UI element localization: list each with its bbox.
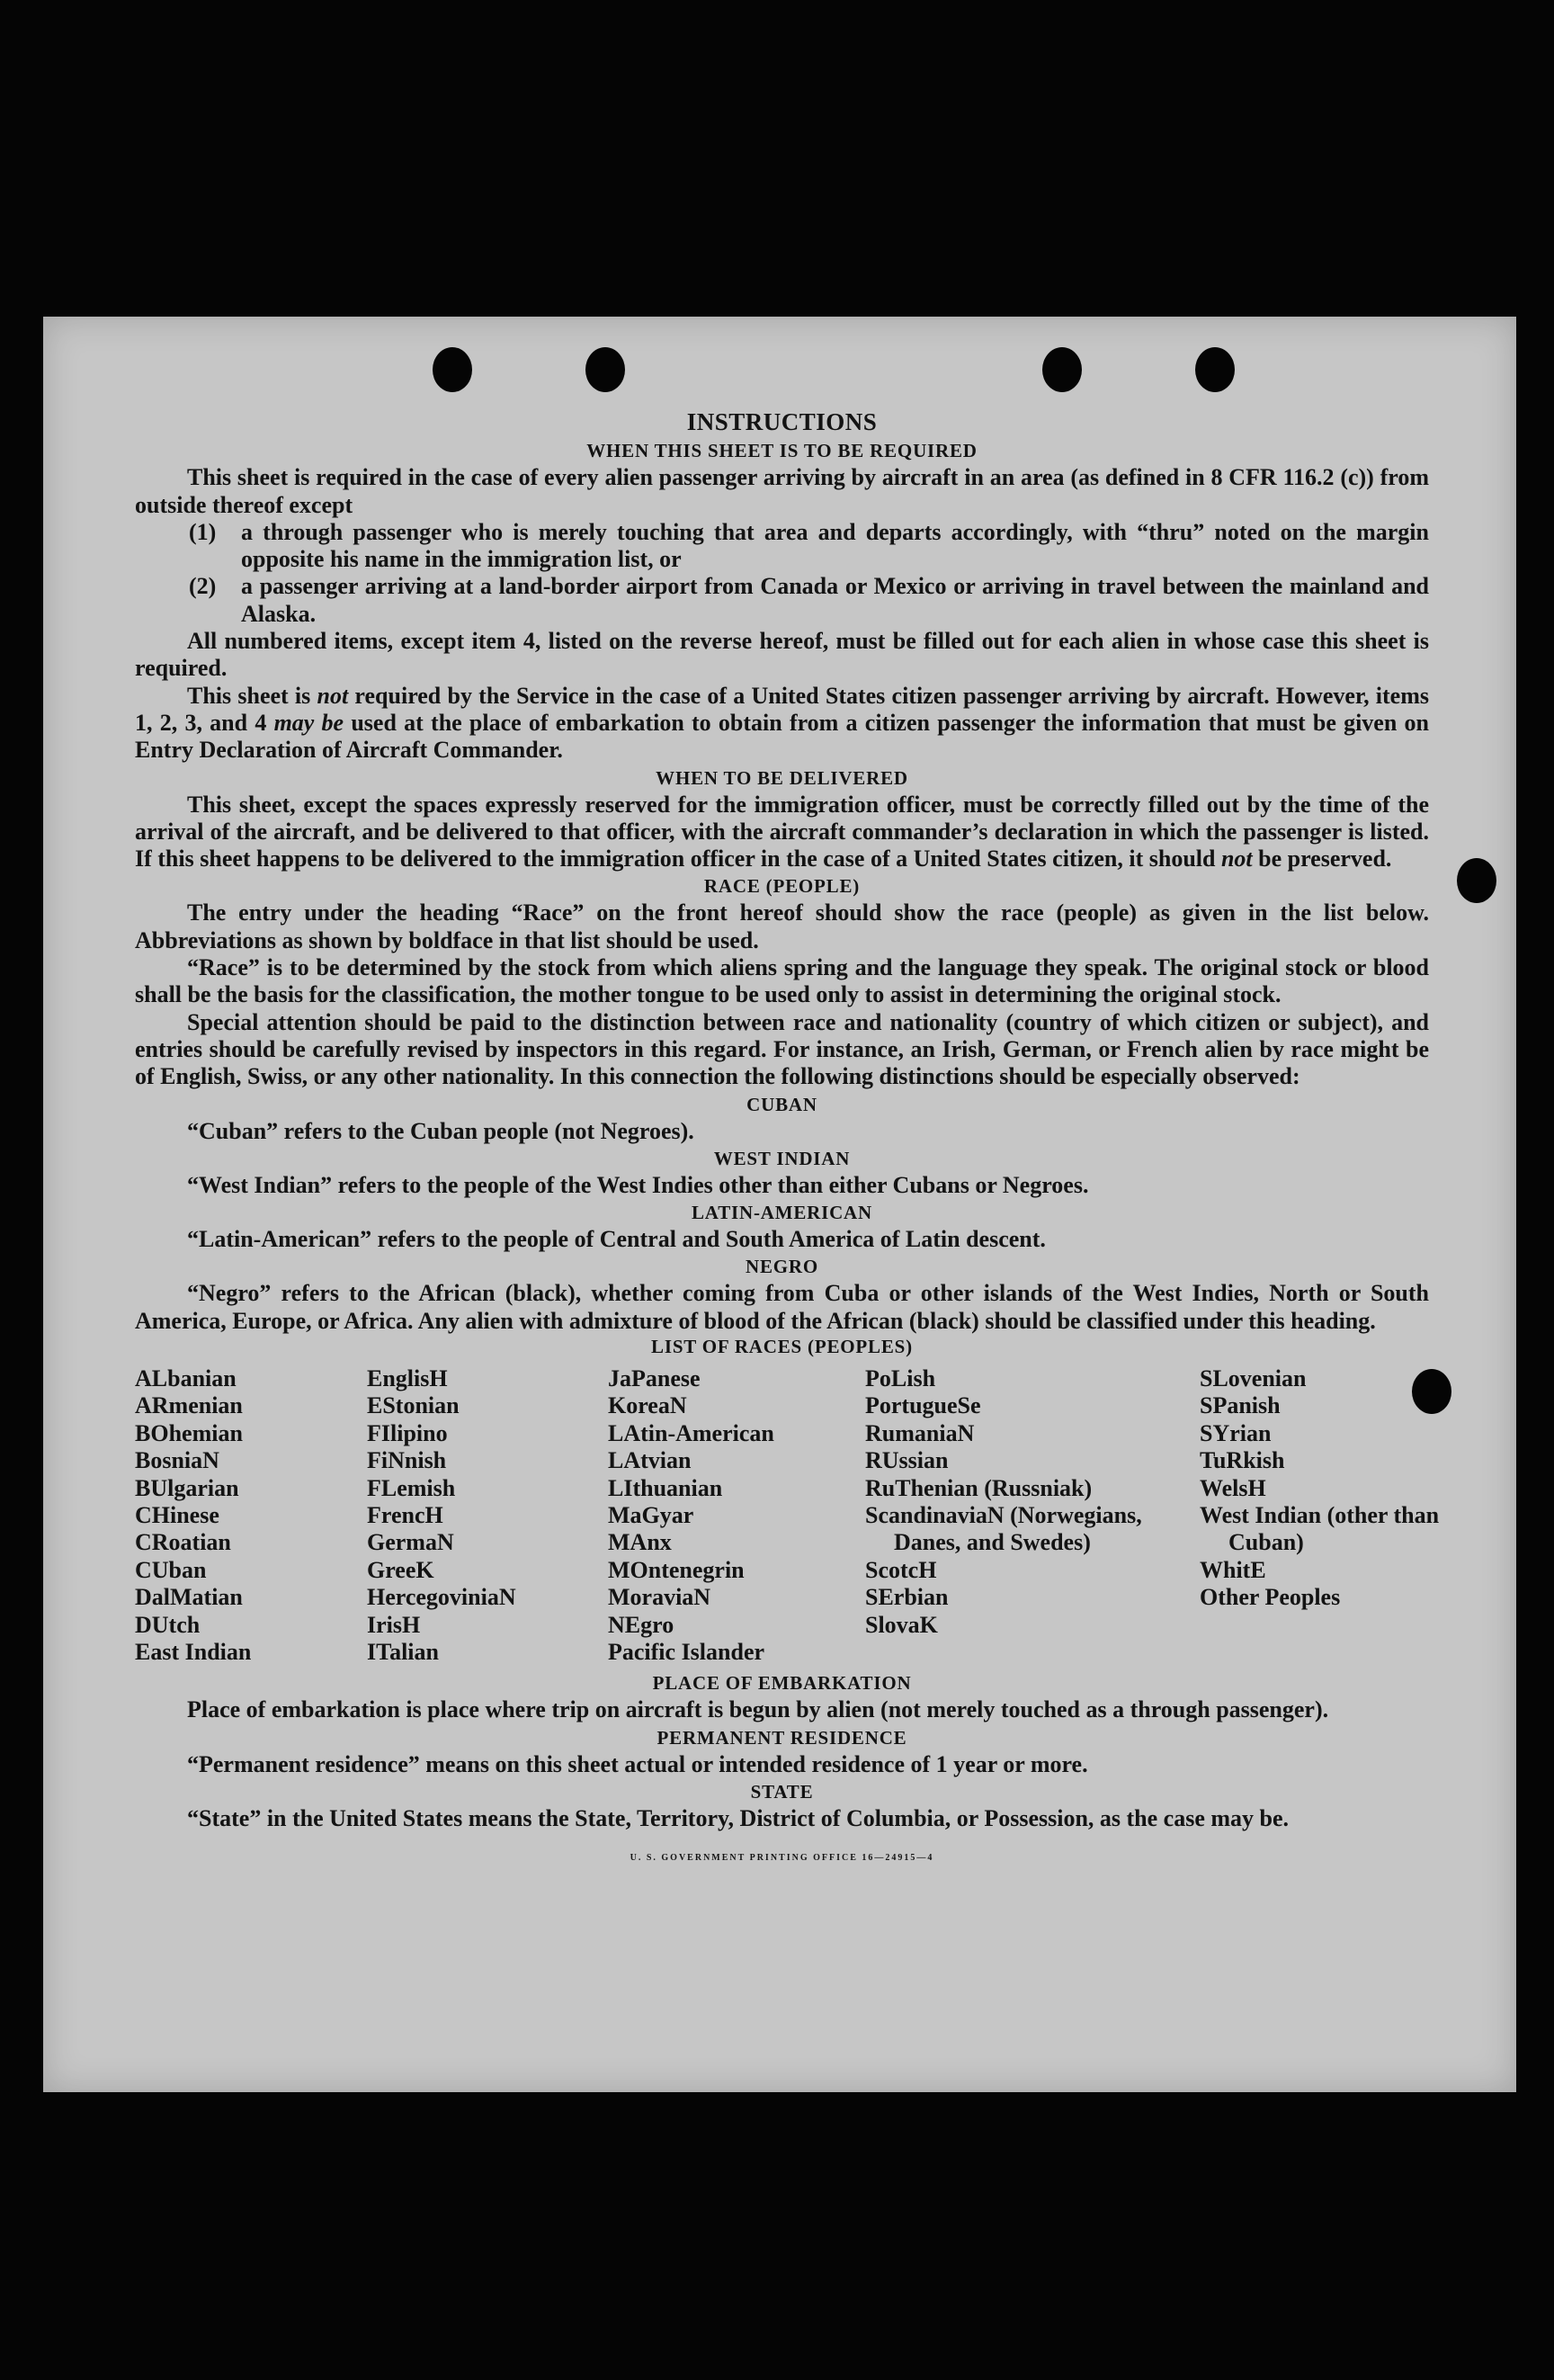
section-heading: WHEN TO BE DELIVERED: [656, 766, 908, 789]
race-entry: JaPanese: [608, 1365, 701, 1392]
paragraph: Place of embarkation is place where trip on aircraft is begun by alien (not merely touched as a through passenger).: [187, 1696, 1329, 1723]
paragraph: This sheet is required in the case of every alien passenger arriving by aircraft in an area (as defined in 8 CFR 116.2 (c)) from outside thereof except: [135, 464, 1429, 518]
paragraph: This sheet is not required by the Service in the case of a United States citizen passenger arriving by aircraft. However, items 1, 2, 3, and 4 may be used at the place of embarkation to obtain from a citizen passenger the information that must be given on Entry Declaration of Aircraft Commander.: [135, 682, 1429, 764]
punch-hole: [1195, 347, 1235, 392]
race-entry: BosniaN: [135, 1447, 219, 1474]
list-item: (2) a passenger arriving at a land-border airport from Canada or Mexico or arriving in travel between the mainland and Alaska.: [189, 573, 1429, 627]
race-entry: WhitE: [1200, 1556, 1266, 1583]
race-entry: ARmenian: [135, 1392, 243, 1419]
race-entry: FrencH: [367, 1502, 443, 1529]
punch-hole: [1412, 1369, 1451, 1414]
race-entry: HercegoviniaN: [367, 1584, 516, 1611]
race-column: [608, 1365, 865, 1666]
race-entry: PortugueSe: [865, 1392, 981, 1419]
race-entry: ScandinaviaN (Norwegians, Danes, and Swedes): [865, 1502, 1142, 1556]
race-entry: GermaN: [367, 1529, 454, 1556]
paragraph: “State” in the United States means the State, Territory, District of Columbia, or Possession, as the case may be.: [187, 1805, 1290, 1832]
race-entry: SPanish: [1200, 1392, 1281, 1419]
race-entry: SErbian: [865, 1584, 949, 1611]
race-entry: KoreaN: [608, 1392, 687, 1419]
punch-hole: [1457, 858, 1496, 903]
document-sheet: [43, 317, 1516, 2092]
race-entry: FLemish: [367, 1474, 456, 1501]
race-entry: SlovaK: [865, 1611, 938, 1638]
section-heading: LATIN-AMERICAN: [692, 1202, 872, 1224]
race-list: [135, 1365, 1440, 1666]
race-entry: DUtch: [135, 1611, 201, 1638]
paragraph: All numbered items, except item 4, listed on the reverse hereof, must be filled out for each alien in whose case this sheet is required.: [135, 628, 1429, 682]
race-entry: RuThenian (Russniak): [865, 1474, 1093, 1501]
section-heading: LIST OF RACES (PEOPLES): [651, 1336, 913, 1358]
paragraph: “Negro” refers to the African (black), whether coming from Cuba or other islands of the West Indies, North or South America, Europe, or Africa. Any alien with admixture of blood of the African (black) should be classified under this heading.: [135, 1280, 1429, 1334]
printer-imprint: U. S. GOVERNMENT PRINTING OFFICE 16—24915—4: [630, 1853, 934, 1864]
race-entry: RUssian: [865, 1447, 949, 1474]
paragraph: “Permanent residence” means on this sheet actual or intended residence of 1 year or more.: [187, 1750, 1088, 1777]
punch-hole: [585, 347, 625, 392]
race-entry: BUlgarian: [135, 1474, 239, 1501]
punch-hole: [433, 347, 472, 392]
section-heading: PLACE OF EMBARKATION: [652, 1672, 912, 1695]
race-entry: Pacific Islander: [608, 1639, 765, 1666]
race-entry: PoLish: [865, 1365, 936, 1392]
section-heading: STATE: [750, 1781, 814, 1803]
section-heading: RACE (PEOPLE): [703, 875, 861, 898]
race-entry: LAtvian: [608, 1447, 692, 1474]
race-entry: DalMatian: [135, 1584, 243, 1611]
race-entry: MOntenegrin: [608, 1556, 745, 1583]
race-column: [135, 1365, 367, 1666]
race-entry: CRoatian: [135, 1529, 231, 1556]
race-entry: CHinese: [135, 1502, 219, 1529]
race-entry: TuRkish: [1200, 1447, 1285, 1474]
race-entry: Other Peoples: [1200, 1584, 1341, 1611]
section-heading: WEST INDIAN: [713, 1147, 851, 1169]
race-entry: MaGyar: [608, 1502, 694, 1529]
race-entry: SLovenian: [1200, 1365, 1307, 1392]
race-entry: FIlipino: [367, 1419, 448, 1446]
paragraph: “Cuban” refers to the Cuban people (not Negroes).: [187, 1117, 694, 1144]
page-title: INSTRUCTIONS: [686, 408, 878, 435]
race-column: [367, 1365, 608, 1666]
race-column: [865, 1365, 1200, 1666]
race-entry: ALbanian: [135, 1365, 237, 1392]
race-entry: West Indian (other than Cuban): [1200, 1502, 1440, 1556]
race-entry: EStonian: [367, 1392, 460, 1419]
section-heading: PERMANENT RESIDENCE: [656, 1726, 907, 1749]
paragraph: “Race” is to be determined by the stock from which aliens spring and the language they speak. The original stock or blood shall be the basis for the classification, the mother tongue to be used only to assist in determining the original stock.: [135, 954, 1429, 1008]
race-entry: EnglisH: [367, 1365, 448, 1392]
paragraph: “Latin-American” refers to the people of Central and South America of Latin descent.: [187, 1226, 1046, 1253]
race-entry: SYrian: [1200, 1419, 1272, 1446]
punch-hole: [1042, 347, 1082, 392]
paragraph: Special attention should be paid to the distinction between race and nationality (country of which citizen or subject), and entries should be carefully revised by inspectors in this regard. For instance, an Irish, German, or French alien by race might be of English, Swiss, or any other nationality. In this connection the following distinctions should be especially observed:: [135, 1008, 1429, 1090]
race-entry: GreeK: [367, 1556, 434, 1583]
section-heading: CUBAN: [746, 1093, 817, 1115]
list-item: (1) a through passenger who is merely touching that area and departs accordingly, with “thru” noted on the margin opposite his name in the immigration list, or: [189, 518, 1429, 573]
paragraph: The entry under the heading “Race” on the front hereof should show the race (people) as given in the list below. Abbreviations as shown by boldface in that list should be used.: [135, 899, 1429, 953]
race-entry: IrisH: [367, 1611, 421, 1638]
race-column: [1200, 1365, 1442, 1666]
race-entry: East Indian: [135, 1639, 252, 1666]
race-entry: MoraviaN: [608, 1584, 711, 1611]
section-heading: WHEN THIS SHEET IS TO BE REQUIRED: [586, 440, 978, 462]
race-entry: MAnx: [608, 1529, 672, 1556]
section-heading: NEGRO: [745, 1256, 818, 1278]
race-entry: LIthuanian: [608, 1474, 723, 1501]
race-entry: BOhemian: [135, 1419, 243, 1446]
race-entry: ITalian: [367, 1639, 439, 1666]
race-entry: LAtin-American: [608, 1419, 774, 1446]
race-entry: CUban: [135, 1556, 207, 1583]
race-entry: FiNnish: [367, 1447, 447, 1474]
paragraph: This sheet, except the spaces expressly reserved for the immigration officer, must be correctly filled out by the time of the arrival of the aircraft, and be delivered to that officer, with the aircraft commander’s declaration in which the passenger is listed. If this sheet happens to be delivered to the immigration officer in the case of a United States citizen, it should not be preserved.: [135, 791, 1429, 872]
race-entry: ScotcH: [865, 1556, 937, 1583]
race-entry: NEgro: [608, 1611, 674, 1638]
paragraph: “West Indian” refers to the people of the West Indies other than either Cubans or Negroes.: [187, 1171, 1089, 1198]
race-entry: RumaniaN: [865, 1419, 975, 1446]
race-entry: WelsH: [1200, 1474, 1266, 1501]
